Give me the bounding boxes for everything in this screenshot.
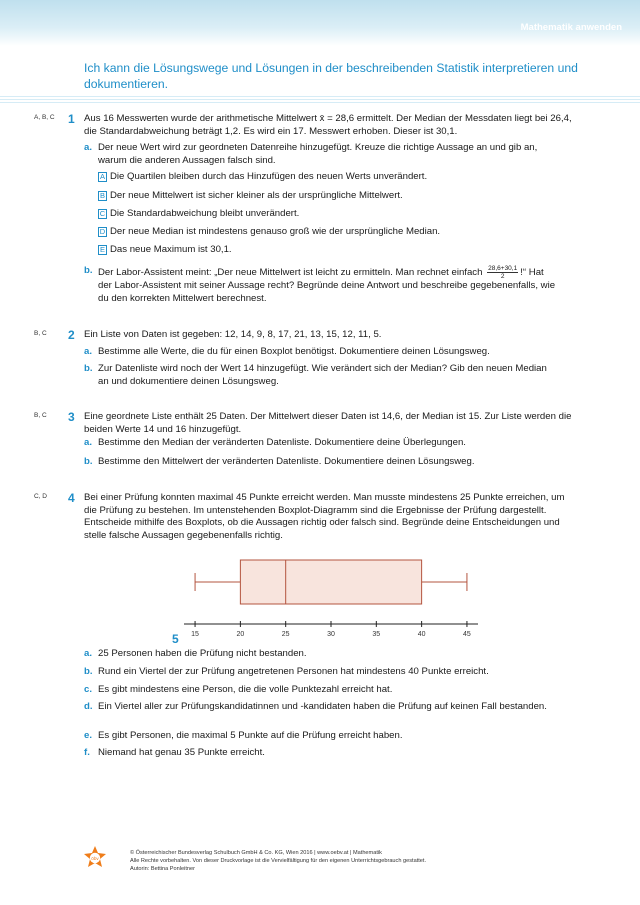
checkbox[interactable]: C (99, 209, 106, 218)
checkbox[interactable]: A (99, 172, 105, 181)
x-tick-label: 25 (281, 631, 290, 638)
sub-letter: b. (84, 456, 93, 467)
option-text: Die Standardabweichung bleibt unverändert. (110, 208, 300, 219)
competence-label: B, C (34, 330, 47, 337)
task-text: Aus 16 Messwerten wurde der arithmetische Mittelwert x̄ = 28,6 ermittelt. Der Median der Messdaten liegt bei 26,4, die Standardabweichung beträgt 1,2. Es wird ein 17. Messwert erhoben. Dieser ist 30,1. (84, 113, 572, 137)
sub-text: Bestimme alle Werte, die du für einen Boxplot benötigst. Dokumentiere deinen Lösungsweg. (98, 346, 490, 357)
sub-text-before: Der Labor-Assistent meint: „Der neue Mittelwert ist leicht zu ermitteln. Man rechnet einfach (98, 267, 483, 279)
competence-label: A, B, C (34, 114, 55, 121)
figure-number: 5 (172, 632, 179, 646)
sub-text: Zur Datenliste wird noch der Wert 14 hinzugefügt. Wie verändert sich der Median? Gib den neuen Median an und dokumentiere deinen Lösungsweg. (98, 363, 547, 387)
competence-label: B, C (34, 412, 47, 419)
sub-text-after: !“ Hat der Labor-Assistent mit seiner Aussage recht? Begründe deine Antwort und beschreibe gegebenenfalls, wie du den korrekten Mittelwert berechnest. (98, 267, 556, 304)
option-d[interactable] (98, 226, 558, 239)
sub-letter: d. (84, 701, 93, 712)
checkbox[interactable]: E (99, 245, 105, 254)
sub-text: Bestimme den Median der veränderten Datenliste. Dokumentiere deine Überlegungen. (98, 437, 466, 448)
title-divider (0, 96, 640, 104)
footer-copyright (130, 849, 550, 873)
option-b[interactable] (98, 190, 558, 203)
option-text: Die Quartilen bleiben durch das Hinzufügen des neuen Werts unverändert. (110, 171, 428, 182)
checkbox[interactable]: B (99, 191, 105, 200)
sub-letter: a. (84, 346, 93, 357)
fraction (487, 265, 518, 280)
sub-letter: a. (84, 437, 93, 448)
footer-line-2: Alle Rechte vorbehalten. Von dieser Druckvorlage ist die Vervielfältigung für den eigenen Unterrichtsgebrauch gestattet. (130, 858, 427, 865)
sub-text: Der neue Wert wird zur geordneten Datenreihe hinzugefügt. Kreuze die richtige Aussage an und gib an, warum die anderen Aussagen falsch sind. (98, 142, 538, 166)
iqr-box (240, 560, 421, 604)
task-number: 4 (68, 491, 75, 505)
sub-letter: a. (84, 648, 93, 659)
x-tick-label: 15 (191, 631, 199, 638)
sub-text: Rund ein Viertel der zur Prüfung angetretenen Personen hat mindestens 40 Punkte erreicht. (98, 666, 489, 677)
footer-line-1: © Österreichischer Bundesverlag Schulbuch GmbH & Co. KG, Wien 2016 | www.oebv.at | Mathematik (130, 850, 382, 856)
publisher-logo (84, 846, 106, 872)
competence-label: C, D (34, 493, 47, 500)
sub-letter: c. (84, 684, 93, 695)
task-number: 1 (68, 112, 75, 126)
x-tick-label: 30 (327, 631, 335, 638)
task-text: Ein Liste von Daten ist gegeben: 12, 14, 9, 8, 17, 21, 13, 15, 12, 11, 5. (84, 329, 382, 340)
checkbox[interactable]: D (99, 227, 106, 236)
x-tick-label: 35 (372, 631, 381, 638)
option-c[interactable] (98, 208, 558, 221)
boxplot-chart (180, 552, 480, 642)
x-tick-label: 20 (236, 631, 245, 638)
sub-letter: b. (84, 666, 93, 677)
task-number: 2 (68, 328, 75, 342)
task-text: Eine geordnete Liste enthält 25 Daten. Der Mittelwert dieser Daten ist 14,6, der Median ist 15. Zur Liste werden die beiden Werte 14 und 16 hinzugefügt. (84, 411, 572, 435)
task-number: 3 (68, 410, 75, 424)
sub-letter: b. (84, 363, 93, 374)
header-label: Mathematik anwenden (520, 22, 622, 33)
sub-text: 25 Personen haben die Prüfung nicht bestanden. (98, 648, 307, 659)
x-tick-label: 45 (463, 631, 471, 638)
sub-text: Es gibt mindestens eine Person, die die volle Punktezahl erreicht hat. (98, 684, 393, 695)
sub-letter: a. (84, 142, 93, 153)
sub-letter: f. (84, 747, 90, 758)
sub-text (98, 265, 560, 306)
option-a[interactable] (98, 171, 558, 184)
fraction-numerator: 28,6+30,1 (488, 265, 518, 272)
sub-letter: b. (84, 265, 93, 276)
option-text: Der neue Median ist mindestens genauso groß wie der ursprüngliche Median. (110, 226, 441, 237)
page-title: Ich kann die Lösungswege und Lösungen in der beschreibenden Statistik interpretieren und dokumentieren. (84, 61, 578, 92)
x-tick-label: 40 (417, 631, 426, 638)
sub-text: Niemand hat genau 35 Punkte erreicht. (98, 747, 265, 758)
sub-text: Es gibt Personen, die maximal 5 Punkte auf die Prüfung erreicht haben. (98, 730, 403, 741)
footer-line-3: Autorin: Bettina Ponleitner (130, 866, 195, 873)
task-text: Bei einer Prüfung konnten maximal 45 Punkte erreicht werden. Man musste mindestens 25 Punkte erreichen, um die Prüfung zu bestehen. Im untenstehenden Boxplot-Diagramm sind die Ergebnisse der Prüfung dargestellt. Entscheide mithilfe des Boxplots, ob die Aussagen richtig oder falsch sind. Begründe deine Entscheidungen und stelle falsche Aussagen gegebenenfalls richtig. (84, 492, 565, 541)
option-e[interactable] (98, 244, 558, 257)
logo-text: öbv (91, 856, 99, 861)
fraction-denominator: 2 (500, 273, 505, 281)
sub-letter: e. (84, 730, 93, 741)
sub-text: Ein Viertel aller zur Prüfungskandidatinnen und -kandidaten haben die Prüfung auf keinen Fall bestanden. (98, 701, 547, 712)
option-text: Der neue Mittelwert ist sicher kleiner als der ursprüngliche Mittelwert. (110, 190, 403, 201)
sub-text: Bestimme den Mittelwert der veränderten Datenliste. Dokumentiere deinen Lösungsweg. (98, 456, 475, 467)
option-text: Das neue Maximum ist 30,1. (110, 244, 232, 255)
